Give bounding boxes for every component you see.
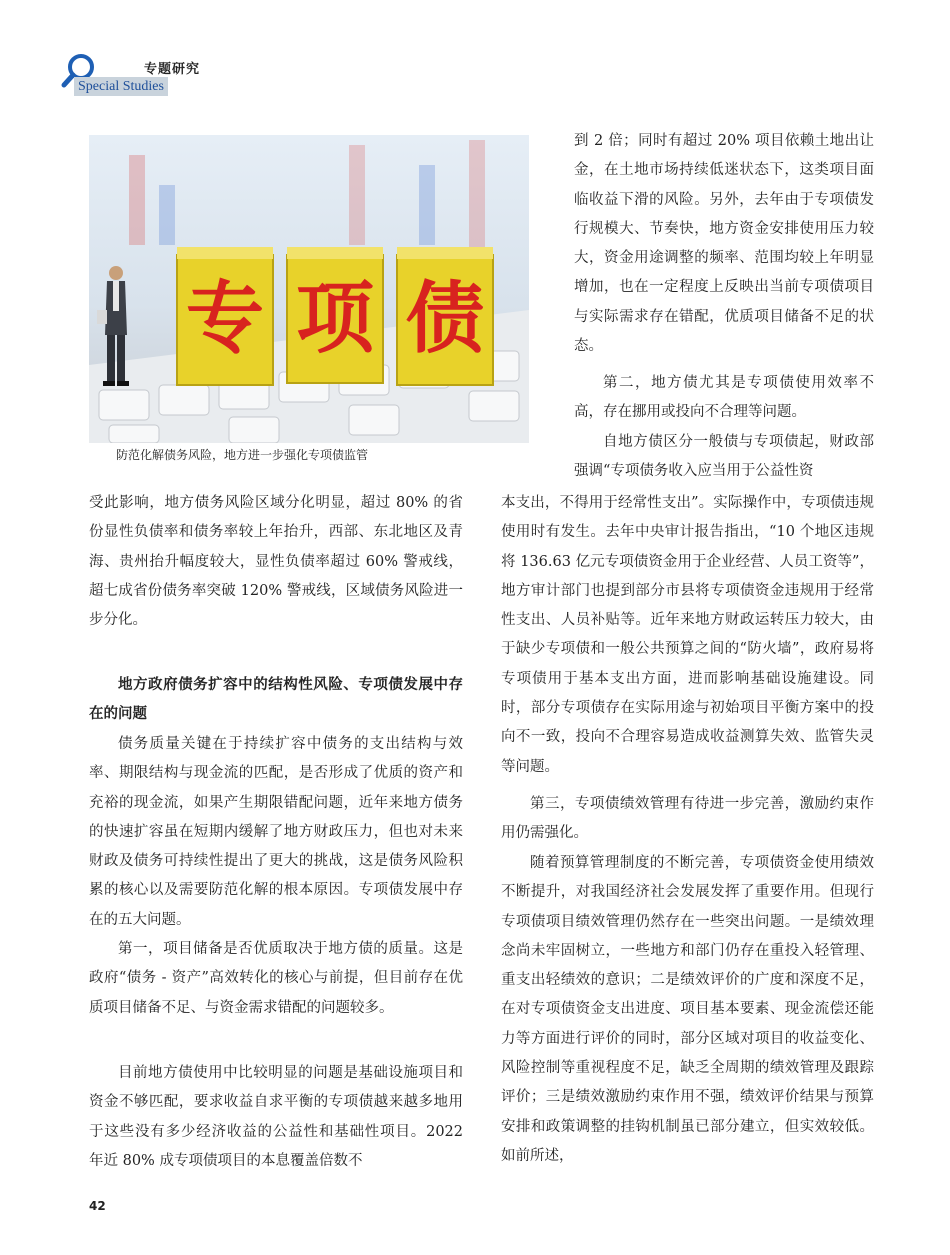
photo-illustration bbox=[89, 135, 529, 443]
section-title-en: Special Studies bbox=[74, 77, 168, 96]
left-paragraph-1: 受此影响，地方债务风险区域分化明显，超过 80% 的省份显性负债率和债务率较上年抬升，西部、东北地区及青海、贵州抬升幅度较大，显性负债率超过 60% 警戒线，超七成省份债务率突破 120% 警戒线，区域债务风险进一步分化。 bbox=[89, 495, 463, 629]
section-title-cn: 专题研究 bbox=[144, 62, 201, 77]
article-photo bbox=[89, 135, 529, 443]
block-char-2: 项 bbox=[295, 274, 375, 364]
right-paragraph-1: 到 2 倍；同时有超过 20% 项目依赖土地出让金，在土地市场持续低迷状态下，这类项目面临收益下滑的风险。另外，去年由于专项债发行规模大、节奏快，地方资金安排使用压力较大，资金用途调整的频率、范围均较上年明显增加，也在一定程度上反映出当前专项债项目与实际需求存在错配，优质项目储备不足的状态。 bbox=[574, 133, 874, 355]
right-paragraph-5: 随着预算管理制度的不断完善，专项债资金使用绩效不断提升，对我国经济社会发展发挥了重要作用。但现行专项债项目绩效管理仍然存在一些突出问题。一是绩效理念尚未牢固树立，一些地方和部门仍存在重投入轻管理、重支出轻绩效的意识；二是绩效评价的广度和深度不足，在对专项债资金支出进度、项目基本要素、现金流偿还能力等方面进行评价的同时，部分区域对项目的收益变化、风险控制等重视程度不足，缺乏全周期的绩效管理及跟踪评价；三是绩效激励约束作用不强，绩效评价结果与预算安排和政策调整的挂钩机制虽已部分建立，但实效较低。如前所述， bbox=[501, 855, 874, 1164]
right-paragraph-2: 第二，地方债尤其是专项债使用效率不高，存在挪用或投向不合理等问题。 bbox=[574, 375, 874, 421]
left-paragraph-4: 目前地方债使用中比较明显的问题是基础设施项目和资金不够匹配，要求收益自求平衡的专项债越来越多地用于这些没有多少经济收益的公益性和基础性项目。2022 年近 80% 成专项债项目的本息覆盖倍数不 bbox=[89, 1065, 463, 1169]
right-paragraph-4: 第三，专项债绩效管理有待进一步完善，激励约束作用仍需强化。 bbox=[501, 796, 874, 842]
page-number: 42 bbox=[89, 1199, 106, 1213]
section-header bbox=[60, 50, 220, 100]
photo-caption: 防范化解债务风险，地方进一步强化专项债监管 bbox=[116, 448, 369, 462]
yellow-blocks bbox=[177, 247, 493, 385]
section-heading: 地方政府债务扩容中的结构性风险、专项债发展中存在的问题 bbox=[89, 677, 463, 723]
block-char-3: 债 bbox=[405, 274, 485, 364]
left-paragraph-2: 债务质量关键在于持续扩容中债务的支出结构与效率、期限结构与现金流的匹配，是否形成了优质的资产和充裕的现金流，如果产生期限错配问题，近年来地方债务的快速扩容虽在短期内缓解了地方财政压力，但也对未来财政及债务可持续性提出了更大的挑战，这是债务风险积累的核心以及需要防范化解的根本原因。专项债发展中存在的五大问题。 bbox=[89, 736, 463, 928]
left-paragraph-3: 第一，项目储备是否优质取决于地方债的质量。这是政府“债务 - 资产”高效转化的核心与前提，但目前存在优质项目储备不足、与资金需求错配的问题较多。 bbox=[89, 941, 463, 1016]
right-paragraph-3a: 自地方债区分一般债与专项债起，财政部强调“专项债务收入应当用于公益性资 bbox=[574, 434, 874, 480]
block-char-1: 专 bbox=[185, 274, 265, 364]
right-paragraph-3b: 本支出，不得用于经常性支出”。实际操作中，专项债违规使用时有发生。去年中央审计报告指出，“10 个地区违规将 136.63 亿元专项债资金用于企业经营、人员工资等”，地方审计部门也提到部分市县将专项债资金违规用于经常性支出、人员补贴等。近年来地方财政运转压力较大，由于缺少专项债和一般公共预算之间的“防火墙”，政府易将专项债用于基本支出方面，进而影响基础设施建设。同时，部分专项债存在实际用途与初始项目平衡方案中的投向不一致，投向不合理容易造成收益测算失效、监管失灵等问题。 bbox=[501, 495, 874, 775]
